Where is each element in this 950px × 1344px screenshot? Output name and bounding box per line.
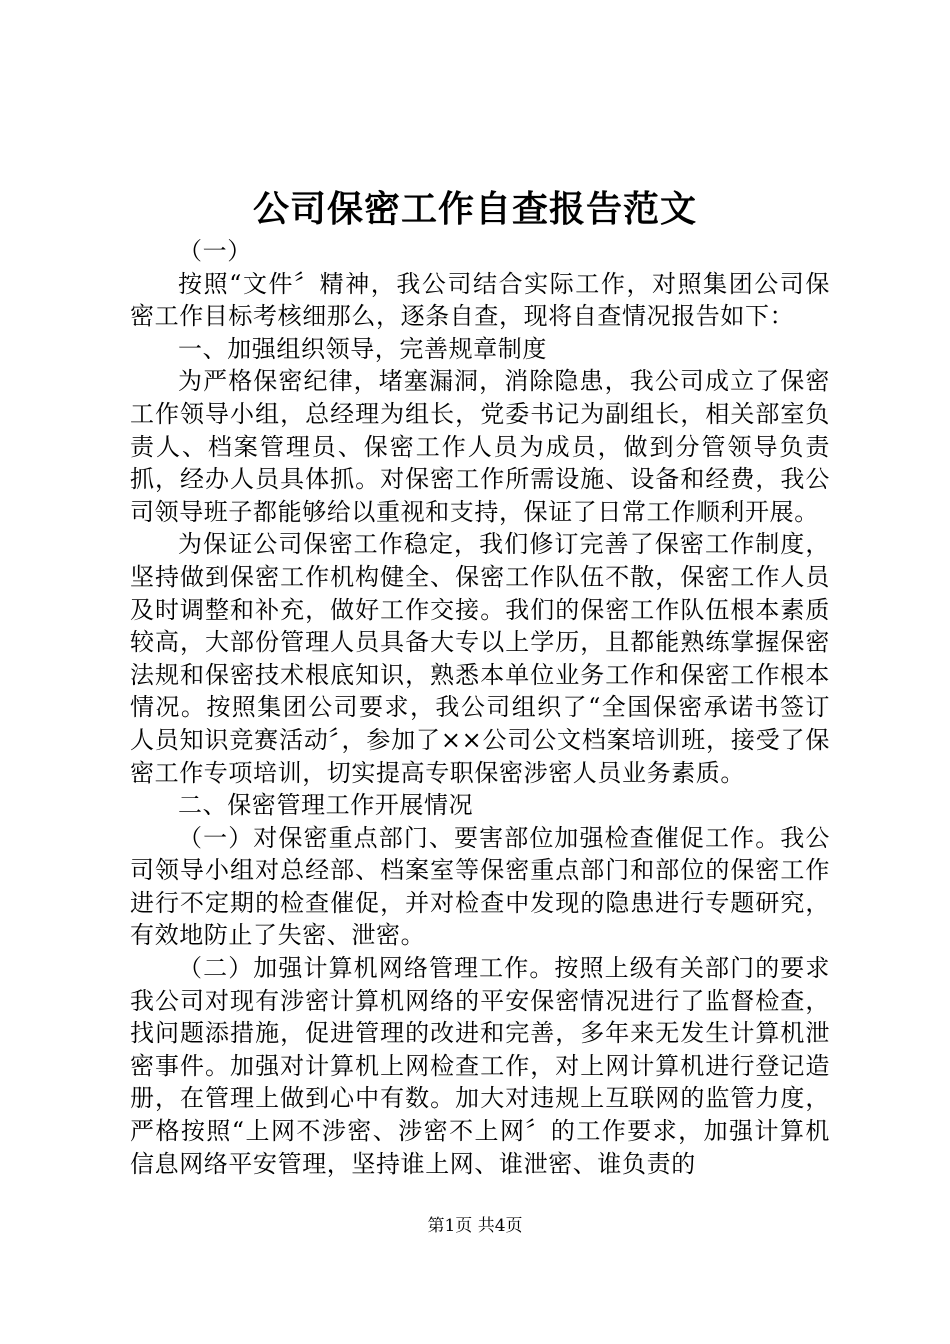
document-body: [130, 235, 830, 1180]
document-title: 公司保密工作自查报告范文: [252, 188, 697, 230]
paragraph-section-marker: （一）: [178, 237, 252, 265]
heading-section-1: 一、加强组织领导，完善规章制度: [178, 334, 547, 363]
paragraph-key-departments: （一）对保密重点部门、要害部位加强检查催促工作。我公司领导小组对总经部、档案室等保密重点部门和部位的保密工作进行不定期的检查催促，并对检查中发现的隐患进行专题研究，有效地防止了失密、泄密。: [130, 823, 830, 950]
page-number-footer: 第1页 共4页: [427, 1216, 523, 1236]
paragraph-intro: 按照“文件〞精神，我公司结合实际工作，对照集团公司保密工作目标考核细那么，逐条自查，现将自查情况报告如下：: [130, 269, 830, 331]
paragraph-leadership-group: 为严格保密纪律，堵塞漏洞，消除隐患，我公司成立了保密工作领导小组，总经理为组长，党委书记为副组长，相关部室负责人、档案管理员、保密工作人员为成员，做到分管领导负责抓，经办人员具体抓。对保密工作所需设施、设备和经费，我公司领导班子都能够给以重视和支持，保证了日常工作顺利开展。: [130, 367, 830, 526]
paragraph-network-management: （二）加强计算机网络管理工作。按照上级有关部门的要求我公司对现有涉密计算机网络的平安保密情况进行了监督检查，找问题添措施，促进管理的改进和完善，多年来无发生计算机泄密事件。加强对计算机上网检查工作，对上网计算机进行登记造册，在管理上做到心中有数。加大对违规上互联网的监管力度，严格按照“上网不涉密、涉密不上网〞的工作要求，加强计算机信息网络平安管理，坚持谁上网、谁泄密、谁负责的: [130, 954, 830, 1178]
paragraph-rules-revision: 为保证公司保密工作稳定，我们修订完善了保密工作制度，坚持做到保密工作机构健全、保密工作队伍不散，保密工作人员及时调整和补充，做好工作交接。我们的保密工作队伍根本素质较高，大部份管理人员具备大专以上学历，且都能熟练掌握保密法规和保密技术根底知识，熟悉本单位业务工作和保密工作根本情况。按照集团公司要求，我公司组织了“全国保密承诺书签订人员知识竞赛活动〞，参加了××公司公文档案培训班，接受了保密工作专项培训，切实提高专职保密涉密人员业务素质。: [130, 530, 830, 787]
heading-section-2: 二、保密管理工作开展情况: [178, 791, 474, 820]
